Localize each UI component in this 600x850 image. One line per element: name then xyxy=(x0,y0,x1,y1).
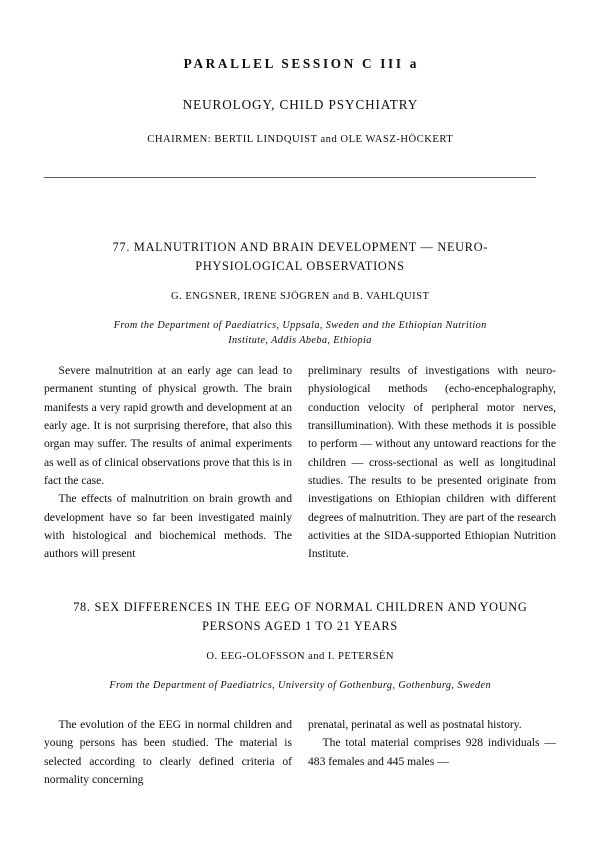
session-subject: NEUROLOGY, CHILD PSYCHIATRY xyxy=(182,96,419,112)
article-77-body xyxy=(44,362,556,564)
article-77-right-column xyxy=(308,362,556,564)
paragraph: Severe malnutrition at an early age can lead to permanent stunting of physical growth. The brain manifests a very rapid growth and development at an early age. It is not surprising therefore, that also this organ may suffer. The results of animal experiments as well as of clinical observations prove that this is in fact the case. xyxy=(44,364,292,488)
horizontal-divider xyxy=(44,177,536,178)
paragraph: The evolution of the EEG in normal children and young persons has been studied. The material is selected according to clearly defined criteria of normality concerning xyxy=(44,718,292,787)
article-78-left-column xyxy=(44,716,292,789)
article-77-affiliation: From the Department of Paediatrics, Uppsala, Sweden and the Ethiopian Nutrition Institute, Addis Abeba, Ethiopia xyxy=(113,320,487,347)
session-title: PARALLEL SESSION C III a xyxy=(183,56,419,71)
article-77-title: 77. MALNUTRITION AND BRAIN DEVELOPMENT — NEURO-PHYSIOLOGICAL OBSERVATIONS xyxy=(112,240,489,273)
article-78-right-column xyxy=(308,716,556,789)
session-chairmen: CHAIRMEN: BERTIL LINDQUIST and OLE WASZ-HÖCKERT xyxy=(147,133,454,145)
article-78-authors: O. EEG-OLOFSSON and I. PETERSÉN xyxy=(206,651,394,663)
paragraph: The effects of malnutrition on brain growth and development have so far been investigated mainly with histological and biochemical methods. The authors will present xyxy=(44,492,292,561)
article-78-title: 78. SEX DIFFERENCES IN THE EEG OF NORMAL CHILDREN AND YOUNG PERSONS AGED 1 TO 21 YEARS xyxy=(73,600,528,633)
article-78-heading-block xyxy=(0,598,600,693)
article-77-left-column xyxy=(44,362,292,564)
paragraph: prenatal, perinatal as well as postnatal history. xyxy=(308,718,522,731)
article-77-authors: G. ENGSNER, IRENE SJÖGREN and B. VAHLQUIST xyxy=(171,291,430,303)
paragraph: preliminary results of investigations with neuro-physiological methods (echo-encephalography, conduction velocity of peripheral motor nerves, transillumination). With these methods it is possible to perform — without any untoward reactions for the children — cross-sectional as well as longitudinal studies. The results to be presented originate from investigations on Ethiopian children with different degrees of malnutrition. They are part of the research activities at the SIDA-supported Ethiopian Nutrition Institute. xyxy=(308,364,556,561)
article-77-heading-block xyxy=(0,238,600,348)
paragraph: The total material comprises 928 individuals — 483 females and 445 males — xyxy=(308,736,556,768)
article-78-body xyxy=(44,716,556,789)
article-78-affiliation: From the Department of Paediatrics, University of Gothenburg, Gothenburg, Sweden xyxy=(109,680,492,692)
session-header xyxy=(44,56,556,146)
